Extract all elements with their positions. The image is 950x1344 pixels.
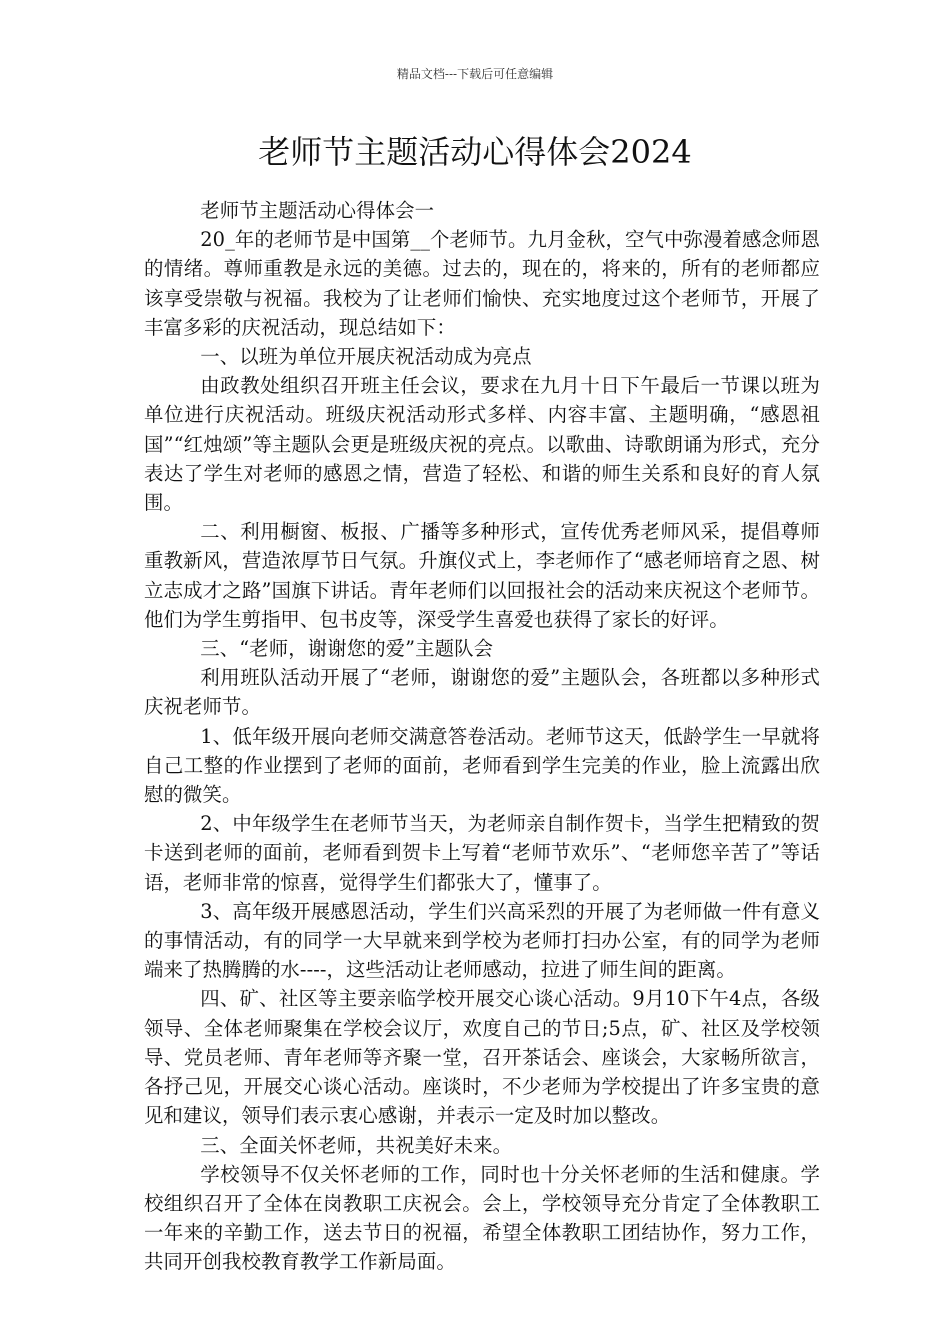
paragraph: 由政教处组织召开班主任会议，要求在九月十日下午最后一节课以班为单位进行庆祝活动。班级庆祝活动形式多样、内容丰富、主题明确，“感恩祖国”“红烛颂”等主题队会更是班级庆祝的亮点。以歌曲、诗歌朗诵为形式，充分表达了学生对老师的感恩之情，营造了轻松、和谐的师生关系和良好的育人氛围。 bbox=[144, 374, 820, 515]
document-title: 老师节主题活动心得体会2024 bbox=[258, 133, 692, 171]
document-body bbox=[144, 196, 820, 1277]
section-heading: 一、以班为单位开展庆祝活动成为亮点 bbox=[200, 345, 532, 369]
paragraph: 学校领导不仅关怀老师的工作，同时也十分关怀老师的生活和健康。学校组织召开了全体在岗教职工庆祝会。会上，学校领导充分肯定了全体教职工一年来的辛勤工作，送去节日的祝福，希望全体教职工团结协作，努力工作，共同开创我校教育教学工作新局面。 bbox=[144, 1162, 820, 1274]
paragraph: 1、低年级开展向老师交满意答卷活动。老师节这天，低龄学生一早就将自己工整的作业摆到了老师的面前，老师看到学生完美的作业，脸上流露出欣慰的微笑。 bbox=[144, 724, 820, 807]
paragraph: 利用班队活动开展了“老师，谢谢您的爱”主题队会，各班都以多种形式庆祝老师节。 bbox=[144, 666, 820, 719]
paragraph: 20_年的老师节是中国第__个老师节。九月金秋，空气中弥漫着感念师恩的情绪。尊师重教是永远的美德。过去的，现在的，将来的，所有的老师都应该享受崇敬与祝福。我校为了让老师们愉快、充实地度过这个老师节，开展了丰富多彩的庆祝活动，现总结如下： bbox=[144, 228, 820, 339]
paragraph: 2、中年级学生在老师节当天，为老师亲自制作贺卡，当学生把精致的贺卡送到老师的面前，老师看到贺卡上写着“老师节欢乐”、“老师您辛苦了”等话语，老师非常的惊喜，觉得学生们都张大了，懂事了。 bbox=[144, 812, 820, 894]
paragraph: 3、高年级开展感恩活动，学生们兴高采烈的开展了为老师做一件有意义的事情活动，有的同学一大早就来到学校为老师打扫办公室，有的同学为老师端来了热腾腾的水----，这些活动让老师感动，拉进了师生间的距离。 bbox=[144, 899, 820, 982]
paragraph-subtitle: 老师节主题活动心得体会一 bbox=[200, 199, 435, 222]
header-note: 精品文档---下载后可任意编辑 bbox=[396, 67, 554, 81]
section-heading: 三、全面关怀老师，共祝美好未来。 bbox=[200, 1133, 513, 1157]
section-heading: 三、“老师，谢谢您的爱”主题队会 bbox=[200, 637, 494, 661]
paragraph: 四、矿、社区等主要亲临学校开展交心谈心活动。9月10下午4点，各级领导、全体老师聚集在学校会议厅，欢度自己的节日;5点，矿、社区及学校领导、党员老师、青年老师等齐聚一堂，召开茶话会、座谈会，大家畅所欲言，各抒己见，开展交心谈心活动。座谈时，不少老师为学校提出了许多宝贵的意见和建议，领导们表示衷心感谢，并表示一定及时加以整改。 bbox=[144, 987, 820, 1128]
paragraph: 二、利用橱窗、板报、广播等多种形式，宣传优秀老师风采，提倡尊师重教新风，营造浓厚节日气氛。升旗仪式上，李老师作了“感老师培育之恩、树立志成才之路”国旗下讲话。青年老师们以回报社会的活动来庆祝这个老师节。他们为学生剪指甲、包书皮等，深受学生喜爱也获得了家长的好评。 bbox=[144, 520, 820, 631]
